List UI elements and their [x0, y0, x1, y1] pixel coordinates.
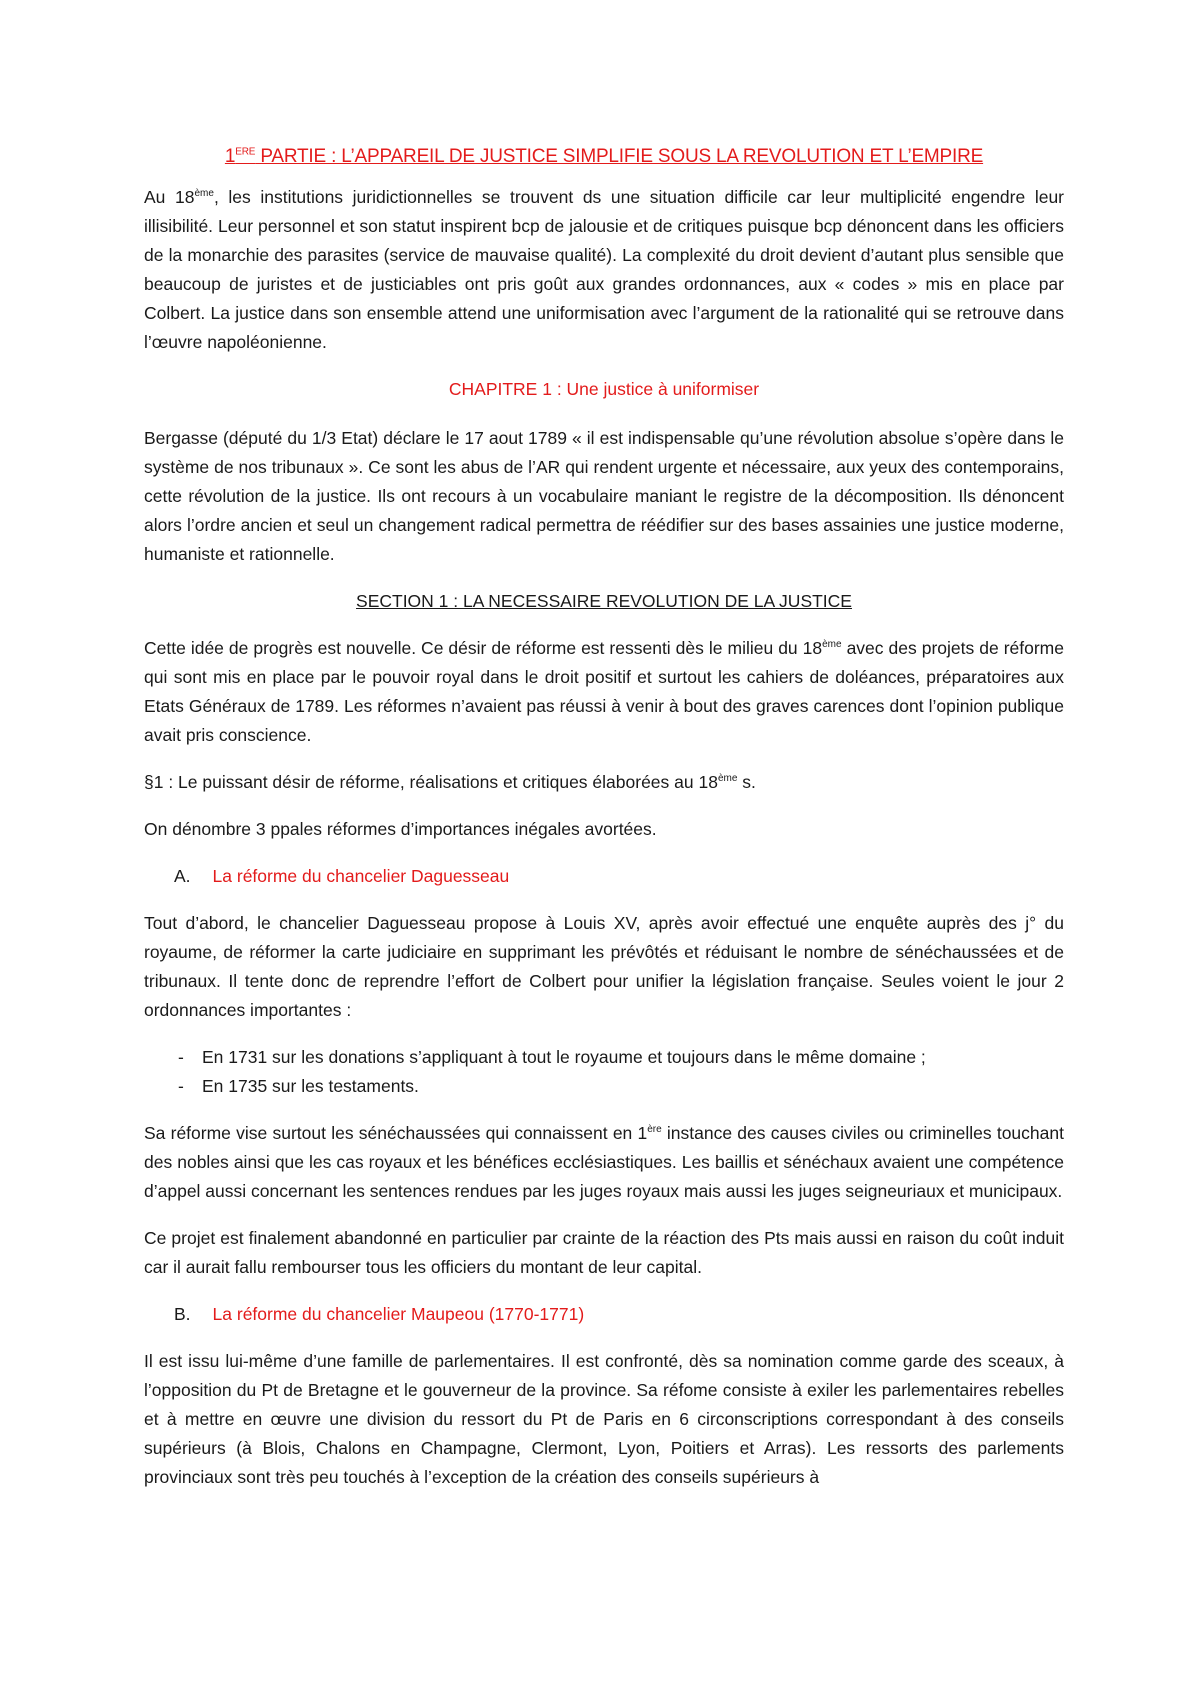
reform-count-paragraph: On dénombre 3 ppales réformes d’importances inégales avortées.: [144, 819, 657, 839]
bergasse-paragraph: Bergasse (député du 1/3 Etat) déclare le 17 aout 1789 « il est indispensable qu’une révolution absolue s’opère dans le système de nos tribunaux ». Ce sont les abus de l’AR qui rendent urgente et nécessaire, aux yeux des contemporains, cette révolution de la justice. Ils ont recours à un vocabulaire maniant le registre de la décomposition. Ils dénoncent alors l’ordre ancien et seul un changement radical permettra de réédifier sur des bases assainies une justice moderne, humaniste et rationnelle.: [144, 428, 1064, 564]
chapter-heading: CHAPITRE 1 : Une justice à uniformiser: [448, 379, 760, 399]
list-item: - En 1735 sur les testaments.: [144, 1072, 1064, 1101]
intro-paragraph: Au 18ème, les institutions juridictionnelles se trouvent ds une situation difficile car leur multiplicité engendre leur illisibilité. Leur personnel et son statut inspirent bcp de jalousie et de critiques puisque bcp dénoncent dans les officiers de la monarchie des parasites (service de mauvaise qualité). La complexité du droit devient d’autant plus sensible que beaucoup de juristes et de justiciables ont pris goût aux grandes ordonnances, aux « codes » mis en place par Colbert. La justice dans son ensemble attend une uniformisation avec l’argument de la rationalité qui se retrouve dans l’œuvre napoléonienne.: [144, 187, 1065, 352]
paragraph-heading-1: §1 : Le puissant désir de réforme, réalisations et critiques élaborées au 18ème s.: [144, 772, 756, 792]
page-title: 1ERE PARTIE : L’APPAREIL DE JUSTICE SIMPLIFIE SOUS LA REVOLUTION ET L’EMPIRE: [224, 146, 984, 167]
progress-paragraph: Cette idée de progrès est nouvelle. Ce désir de réforme est ressenti dès le milieu du 18ème avec des projets de réforme qui sont mis en place par le pouvoir royal dans le droit positif et surtout les cahiers de doléances, préparatoires aux Etats Généraux de 1789. Les réformes n’avaient pas réussi à venir à bout des graves carences dont l’opinion publique avait pris conscience.: [144, 638, 1064, 745]
section-heading: SECTION 1 : LA NECESSAIRE REVOLUTION DE LA JUSTICE: [356, 591, 852, 611]
ordinance-list: [144, 1043, 1064, 1101]
subheading-b: B. La réforme du chancelier Maupeou (1770-1771): [174, 1304, 585, 1324]
subheading-a: A. La réforme du chancelier Daguesseau: [174, 866, 510, 886]
abandon-paragraph: Ce projet est finalement abandonné en particulier par crainte de la réaction des Pts mais aussi en raison du coût induit car il aurait fallu rembourser tous les officiers du montant de leur capital.: [144, 1228, 1064, 1277]
maupeou-paragraph: Il est issu lui-même d’une famille de parlementaires. Il est confronté, dès sa nomination comme garde des sceaux, à l’opposition du Pt de Bretagne et le gouverneur de la province. Sa réfome consiste à exiler les parlementaires rebelles et à mettre en œuvre une division du ressort du Pt de Paris en 6 circonscriptions correspondant à des conseils supérieurs (à Blois, Chalons en Champagne, Clermont, Lyon, Poitiers et Arras). Les ressorts des parlements provinciaux sont très peu touchés à l’exception de la création des conseils supérieurs à: [144, 1351, 1064, 1487]
list-item: - En 1731 sur les donations s’appliquant à tout le royaume et toujours dans le même domaine ;: [144, 1043, 1064, 1072]
senechaussees-paragraph: Sa réforme vise surtout les sénéchaussées qui connaissent en 1ère instance des causes civiles ou criminelles touchant des nobles ainsi que les cas royaux et les bénéfices ecclésiastiques. Les baillis et sénéchaux avaient une compétence d’appel aussi concernant les sentences rendues par les juges royaux mais aussi les juges seigneuriaux et municipaux.: [144, 1123, 1064, 1201]
daguesseau-paragraph: Tout d’abord, le chancelier Daguesseau propose à Louis XV, après avoir effectué une enquête auprès des j° du royaume, de réformer la carte judiciaire en supprimant les prévôtés et réduisant le nombre de sénéchaussées et de tribunaux. Il tente donc de reprendre l’effort de Colbert pour unifier la législation française. Seules voient le jour 2 ordonnances importantes :: [144, 913, 1064, 1020]
